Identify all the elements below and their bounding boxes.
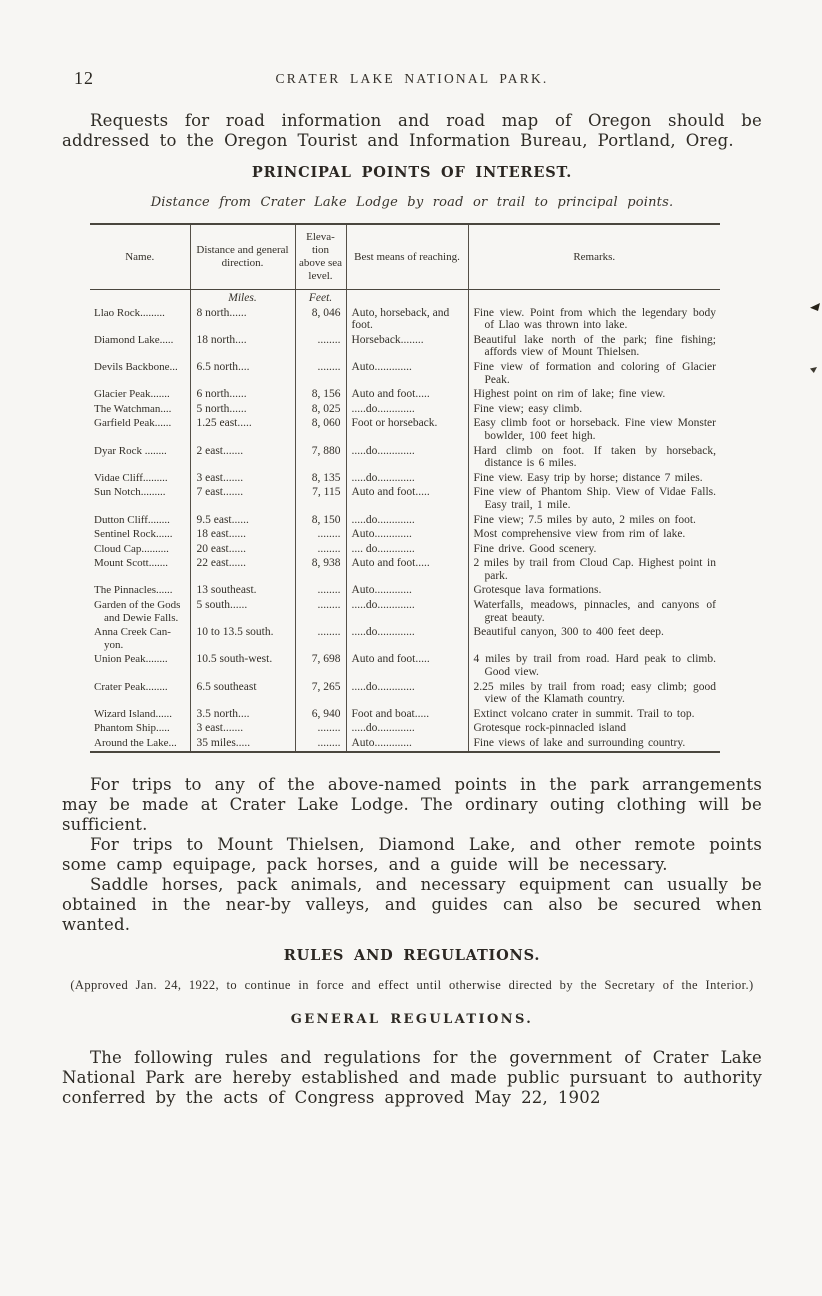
table-row <box>90 471 720 486</box>
cell-remarks: Fine view. Easy trip by horse; distance 7 miles. <box>468 471 720 486</box>
cell-means: .....do............. <box>346 471 468 486</box>
cell-elevation: ........ <box>295 736 346 752</box>
cell-distance: 6 north...... <box>190 387 295 402</box>
paragraph-saddle-horses: Saddle horses, pack animals, and necessary equipment can usually be obtained in the near-by valleys, and guides can also be secured when wanted. <box>62 874 762 934</box>
cell-means: .....do............. <box>346 598 468 625</box>
cell-name: Wizard Island...... <box>94 707 173 720</box>
units-empty <box>468 290 720 306</box>
cell-elevation: 8, 938 <box>295 556 346 583</box>
units-row <box>90 290 720 306</box>
cell-means: Auto and foot..... <box>346 485 468 512</box>
paragraph-arrangements: For trips to any of the above-named points in the park arrangements may be made at Crater Lake Lodge. The ordinary outing clothing will be sufficient. <box>62 774 762 834</box>
cell-elevation: 7, 265 <box>295 680 346 707</box>
closing-paragraph: The following rules and regulations for the government of Crater Lake National Park are hereby established and made public pursuant to authority conferred by the acts of Congress approved May 22, 1902 <box>62 1047 762 1107</box>
cell-distance: 8 north...... <box>190 306 295 333</box>
after-table-paragraphs <box>62 775 762 935</box>
column-header-remarks: Remarks. <box>468 224 720 290</box>
cell-distance: 35 miles..... <box>190 736 295 752</box>
table-row <box>90 306 720 333</box>
cell-means: Auto............. <box>346 583 468 598</box>
cell-elevation: ........ <box>295 583 346 598</box>
cell-elevation: 7, 880 <box>295 444 346 471</box>
cell-means: .....do............. <box>346 625 468 652</box>
table-row <box>90 598 720 625</box>
cell-name: Mount Scott....... <box>94 557 168 570</box>
table-row <box>90 721 720 736</box>
scan-artifact-mark <box>810 303 820 311</box>
cell-elevation: 7, 115 <box>295 485 346 512</box>
cell-distance: 5 south...... <box>190 598 295 625</box>
cell-remarks: Fine view of formation and coloring of Glacier Peak. <box>468 360 720 387</box>
cell-distance: 3.5 north.... <box>190 707 295 722</box>
cell-name: Anna Creek Can-yon. <box>94 626 171 651</box>
table-row <box>90 556 720 583</box>
cell-means: .....do............. <box>346 721 468 736</box>
cell-distance: 9.5 east...... <box>190 513 295 528</box>
cell-means: Auto and foot..... <box>346 387 468 402</box>
table-row <box>90 707 720 722</box>
cell-distance: 2 east....... <box>190 444 295 471</box>
cell-remarks: Extinct volcano crater in summit. Trail to top. <box>468 707 720 722</box>
table-row <box>90 652 720 679</box>
table-row <box>90 387 720 402</box>
cell-remarks: Beautiful lake north of the park; fine fishing; affords view of Mount Thielsen. <box>468 333 720 360</box>
cell-name: Dyar Rock ........ <box>94 444 167 457</box>
cell-elevation: ........ <box>295 360 346 387</box>
cell-elevation: 6, 940 <box>295 707 346 722</box>
cell-name: Sun Notch......... <box>94 486 166 499</box>
cell-remarks: Easy climb foot or horseback. Fine view Monster bowlder, 100 feet high. <box>468 416 720 443</box>
cell-name: Llao Rock......... <box>94 306 165 319</box>
cell-name: Diamond Lake..... <box>94 333 174 346</box>
cell-distance: 13 southeast. <box>190 583 295 598</box>
cell-means: Auto............. <box>346 360 468 387</box>
page-number: 12 <box>74 68 94 88</box>
cell-remarks: Fine view. Point from which the legendary body of Llao was thrown into lake. <box>468 306 720 333</box>
column-header-elevation: Eleva-tion above sea level. <box>295 224 346 290</box>
column-header-name: Name. <box>90 224 190 290</box>
approval-note: (Approved Jan. 24, 1922, to continue in force and effect until otherwise directed by the Secretary of the Interior.) <box>70 977 754 992</box>
cell-distance: 10 to 13.5 south. <box>190 625 295 652</box>
cell-name: Devils Backbone... <box>94 360 178 373</box>
cell-remarks: 2.25 miles by trail from road; easy climb; good view of the Klamath country. <box>468 680 720 707</box>
cell-means: .....do............. <box>346 402 468 417</box>
table-row <box>90 402 720 417</box>
cell-distance: 20 east...... <box>190 542 295 557</box>
section-title-rules: RULES AND REGULATIONS. <box>283 946 541 964</box>
cell-remarks: Hard climb on foot. If taken by horseback, distance is 6 miles. <box>468 444 720 471</box>
cell-elevation: ........ <box>295 625 346 652</box>
cell-elevation: 8, 060 <box>295 416 346 443</box>
units-elevation: Feet. <box>295 290 346 306</box>
cell-elevation: ........ <box>295 333 346 360</box>
cell-elevation: ........ <box>295 527 346 542</box>
cell-distance: 1.25 east..... <box>190 416 295 443</box>
cell-elevation: 8, 025 <box>295 402 346 417</box>
cell-name: Dutton Cliff........ <box>94 513 170 526</box>
cell-remarks: Grotesque lava formations. <box>468 583 720 598</box>
cell-name: Garfield Peak...... <box>94 417 172 430</box>
cell-name: Cloud Cap.......... <box>94 542 169 555</box>
cell-remarks: Fine drive. Good scenery. <box>468 542 720 557</box>
cell-distance: 6.5 north.... <box>190 360 295 387</box>
cell-remarks: Most comprehensive view from rim of lake. <box>468 527 720 542</box>
points-of-interest-table <box>90 223 720 753</box>
cell-remarks: Waterfalls, meadows, pinnacles, and canyons of great beauty. <box>468 598 720 625</box>
cell-means: .....do............. <box>346 444 468 471</box>
table-row <box>90 444 720 471</box>
cell-remarks: Fine view of Phantom Ship. View of Vidae Falls. Easy trail, 1 mile. <box>468 485 720 512</box>
column-header-means: Best means of reaching. <box>346 224 468 290</box>
cell-elevation: ........ <box>295 542 346 557</box>
cell-name: Union Peak........ <box>94 653 168 666</box>
units-empty <box>346 290 468 306</box>
table-body <box>90 290 720 752</box>
cell-remarks: Grotesque rock-pinnacled island <box>468 721 720 736</box>
table-row <box>90 333 720 360</box>
cell-means: Auto............. <box>346 527 468 542</box>
running-title: CRATER LAKE NATIONAL PARK. <box>275 71 549 86</box>
cell-distance: 10.5 south-west. <box>190 652 295 679</box>
cell-distance: 3 east....... <box>190 721 295 736</box>
table-row <box>90 416 720 443</box>
table-row <box>90 680 720 707</box>
section-title-principal-points: PRINCIPAL POINTS OF INTEREST. <box>251 164 573 181</box>
intro-paragraph: Requests for road information and road map of Oregon should be addressed to the Oregon Tourist and Information Bureau, Portland, Oreg. <box>62 111 762 150</box>
cell-elevation: 8, 156 <box>295 387 346 402</box>
cell-name: Vidae Cliff......... <box>94 471 168 484</box>
cell-name: Phantom Ship..... <box>94 722 170 735</box>
cell-name: The Watchman.... <box>94 402 172 415</box>
cell-remarks: Highest point on rim of lake; fine view. <box>468 387 720 402</box>
cell-name: Around the Lake... <box>94 737 177 749</box>
cell-distance: 3 east....... <box>190 471 295 486</box>
table-header <box>90 224 720 290</box>
table-row <box>90 527 720 542</box>
table-caption: Distance from Crater Lake Lodge by road or trail to principal points. <box>150 195 674 210</box>
cell-name: Garden of the Gods and Dewie Falls. <box>94 599 181 624</box>
cell-means: Auto............. <box>346 736 468 752</box>
cell-elevation: 8, 150 <box>295 513 346 528</box>
cell-means: Auto and foot..... <box>346 556 468 583</box>
cell-name: Glacier Peak....... <box>94 388 170 401</box>
cell-means: Auto, horseback, and foot. <box>346 306 468 333</box>
table-row <box>90 360 720 387</box>
page-header <box>62 68 762 90</box>
cell-elevation: ........ <box>295 721 346 736</box>
units-empty <box>90 290 190 306</box>
cell-remarks: Fine view; easy climb. <box>468 402 720 417</box>
cell-name: The Pinnacles...... <box>94 584 173 597</box>
paragraph-remote-trips: For trips to Mount Thielsen, Diamond Lake, and other remote points some camp equipage, pack horses, and a guide will be necessary. <box>62 834 762 874</box>
table-row <box>90 583 720 598</box>
units-distance: Miles. <box>190 290 295 306</box>
cell-name: Crater Peak........ <box>94 680 168 693</box>
cell-means: Foot or horseback. <box>346 416 468 443</box>
cell-distance: 5 north...... <box>190 402 295 417</box>
cell-means: .... do............. <box>346 542 468 557</box>
cell-distance: 18 east...... <box>190 527 295 542</box>
table-row <box>90 513 720 528</box>
cell-distance: 7 east....... <box>190 485 295 512</box>
cell-remarks: Beautiful canyon, 300 to 400 feet deep. <box>468 625 720 652</box>
cell-name: Sentinel Rock...... <box>94 528 173 541</box>
cell-elevation: ........ <box>295 598 346 625</box>
cell-distance: 22 east...... <box>190 556 295 583</box>
cell-means: Horseback........ <box>346 333 468 360</box>
cell-remarks: Fine views of lake and surrounding country. <box>468 736 720 752</box>
table-row <box>90 625 720 652</box>
cell-remarks: 4 miles by trail from road. Hard peak to climb. Good view. <box>468 652 720 679</box>
scan-artifact-mark <box>810 366 817 373</box>
column-header-distance: Distance and general direction. <box>190 224 295 290</box>
cell-means: Foot and boat..... <box>346 707 468 722</box>
cell-distance: 18 north.... <box>190 333 295 360</box>
cell-means: .....do............. <box>346 680 468 707</box>
cell-remarks: 2 miles by trail from Cloud Cap. Highest point in park. <box>468 556 720 583</box>
cell-elevation: 8, 135 <box>295 471 346 486</box>
cell-means: .....do............. <box>346 513 468 528</box>
cell-elevation: 7, 698 <box>295 652 346 679</box>
cell-remarks: Fine view; 7.5 miles by auto, 2 miles on foot. <box>468 513 720 528</box>
cell-elevation: 8, 046 <box>295 306 346 333</box>
section-title-general-regulations: GENERAL REGULATIONS. <box>290 1011 534 1027</box>
cell-means: Auto and foot..... <box>346 652 468 679</box>
cell-distance: 6.5 southeast <box>190 680 295 707</box>
table-row <box>90 736 720 752</box>
table-row <box>90 485 720 512</box>
table-row <box>90 542 720 557</box>
